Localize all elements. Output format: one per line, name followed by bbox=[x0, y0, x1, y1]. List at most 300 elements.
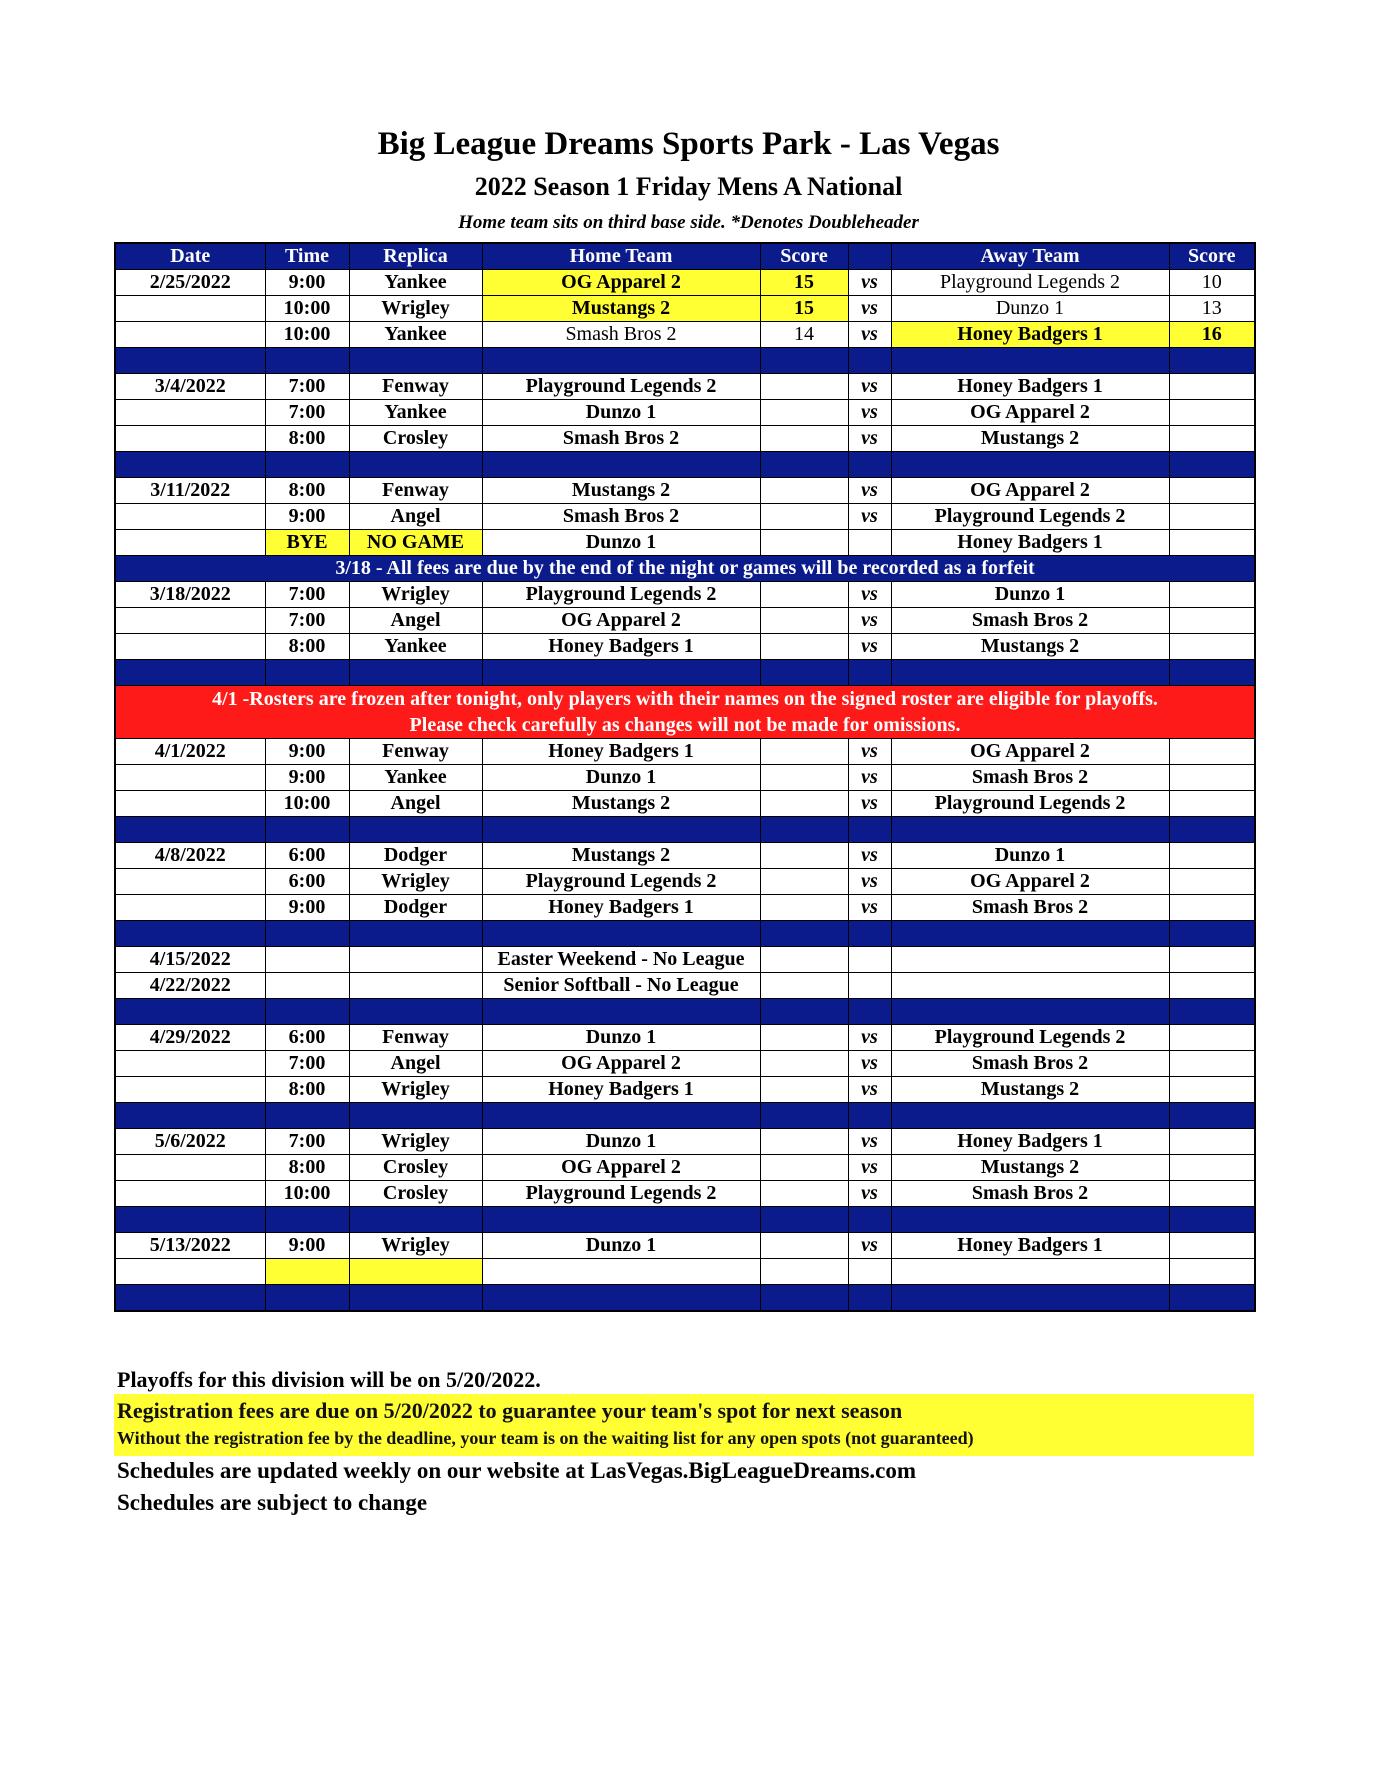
away-score-cell bbox=[1169, 1259, 1255, 1285]
away-score-cell bbox=[1169, 504, 1255, 530]
time-cell: 9:00 bbox=[265, 270, 349, 296]
away-team-cell: Smash Bros 2 bbox=[891, 608, 1169, 634]
separator-row bbox=[115, 660, 1255, 686]
away-team-cell: Smash Bros 2 bbox=[891, 1051, 1169, 1077]
home-team-cell: Mustangs 2 bbox=[482, 478, 760, 504]
away-team-cell: Playground Legends 2 bbox=[891, 270, 1169, 296]
separator-cell bbox=[760, 1103, 848, 1129]
date-cell bbox=[115, 504, 265, 530]
time-cell: 6:00 bbox=[265, 869, 349, 895]
fee-notice-row bbox=[115, 556, 1255, 582]
separator-cell bbox=[349, 1103, 482, 1129]
separator-cell bbox=[265, 660, 349, 686]
separator-cell bbox=[349, 452, 482, 478]
date-cell bbox=[115, 765, 265, 791]
separator-cell bbox=[760, 660, 848, 686]
away-team-cell: Playground Legends 2 bbox=[891, 504, 1169, 530]
time-cell: 10:00 bbox=[265, 791, 349, 817]
separator-cell bbox=[891, 921, 1169, 947]
schedule-body bbox=[115, 270, 1255, 1312]
field-cell: Yankee bbox=[349, 270, 482, 296]
away-team-cell: Dunzo 1 bbox=[891, 843, 1169, 869]
separator-cell bbox=[115, 921, 265, 947]
playoffs-note: Playoffs for this division will be on 5/20/2022. bbox=[117, 1367, 541, 1392]
table-row bbox=[115, 1233, 1255, 1259]
time-cell: 9:00 bbox=[265, 895, 349, 921]
home-team-cell: Dunzo 1 bbox=[482, 400, 760, 426]
away-team-cell: OG Apparel 2 bbox=[891, 869, 1169, 895]
table-row bbox=[115, 843, 1255, 869]
roster-warning-line: Please check carefully as changes will not be made for omissions. bbox=[409, 714, 961, 736]
roster-warning-row bbox=[115, 686, 1255, 739]
field-cell: Wrigley bbox=[349, 1077, 482, 1103]
time-cell bbox=[265, 973, 349, 999]
vs-cell bbox=[848, 1259, 891, 1285]
separator-row bbox=[115, 1103, 1255, 1129]
home-team-cell: Dunzo 1 bbox=[482, 765, 760, 791]
separator-cell bbox=[482, 348, 760, 374]
vs-cell: vs bbox=[848, 504, 891, 530]
separator-cell bbox=[482, 921, 760, 947]
table-row bbox=[115, 530, 1255, 556]
table-row bbox=[115, 504, 1255, 530]
separator-cell bbox=[760, 348, 848, 374]
date-cell bbox=[115, 1051, 265, 1077]
separator-cell bbox=[115, 1207, 265, 1233]
away-team-cell: Dunzo 1 bbox=[891, 296, 1169, 322]
away-team-cell bbox=[891, 947, 1169, 973]
home-team-cell: Playground Legends 2 bbox=[482, 869, 760, 895]
separator-cell bbox=[349, 1285, 482, 1312]
home-team-cell: Dunzo 1 bbox=[482, 530, 760, 556]
home-score-cell bbox=[760, 895, 848, 921]
time-cell bbox=[265, 947, 349, 973]
time-cell: 7:00 bbox=[265, 1051, 349, 1077]
vs-cell: vs bbox=[848, 608, 891, 634]
separator-cell bbox=[265, 452, 349, 478]
separator-cell bbox=[115, 452, 265, 478]
separator-cell bbox=[482, 452, 760, 478]
away-score-cell: 16 bbox=[1169, 322, 1255, 348]
date-cell: 2/25/2022 bbox=[115, 270, 265, 296]
away-team-cell: Mustangs 2 bbox=[891, 634, 1169, 660]
table-row bbox=[115, 426, 1255, 452]
time-cell: 8:00 bbox=[265, 1077, 349, 1103]
vs-cell: vs bbox=[848, 634, 891, 660]
table-row bbox=[115, 739, 1255, 765]
column-header: Score bbox=[760, 243, 848, 270]
home-team-cell: Mustangs 2 bbox=[482, 843, 760, 869]
separator-cell bbox=[848, 348, 891, 374]
home-team-cell: Dunzo 1 bbox=[482, 1129, 760, 1155]
separator-cell bbox=[1169, 348, 1255, 374]
registration-waitlist-note: Without the registration fee by the deadline, your team is on the waiting list for any open spots (not guaranteed) bbox=[117, 1428, 974, 1448]
time-cell: 9:00 bbox=[265, 739, 349, 765]
away-score-cell bbox=[1169, 530, 1255, 556]
vs-cell: vs bbox=[848, 895, 891, 921]
table-row bbox=[115, 895, 1255, 921]
separator-cell bbox=[482, 1207, 760, 1233]
field-cell: Angel bbox=[349, 504, 482, 530]
home-team-cell: OG Apparel 2 bbox=[482, 270, 760, 296]
separator-cell bbox=[265, 921, 349, 947]
separator-cell bbox=[891, 817, 1169, 843]
away-score-cell bbox=[1169, 1181, 1255, 1207]
home-score-cell bbox=[760, 869, 848, 895]
away-team-cell: Dunzo 1 bbox=[891, 582, 1169, 608]
date-cell bbox=[115, 1155, 265, 1181]
away-score-cell bbox=[1169, 1051, 1255, 1077]
away-team-cell bbox=[891, 1259, 1169, 1285]
roster-warning bbox=[115, 686, 1255, 739]
registration-notice: Registration fees are due on 5/20/2022 to guarantee your team's spot for next season bbox=[117, 1398, 903, 1423]
date-cell: 4/8/2022 bbox=[115, 843, 265, 869]
away-team-cell: OG Apparel 2 bbox=[891, 400, 1169, 426]
date-cell: 4/22/2022 bbox=[115, 973, 265, 999]
separator-cell bbox=[115, 999, 265, 1025]
separator-cell bbox=[349, 660, 482, 686]
home-score-cell bbox=[760, 1155, 848, 1181]
date-cell: 3/4/2022 bbox=[115, 374, 265, 400]
home-score-cell bbox=[760, 582, 848, 608]
schedule-table bbox=[114, 242, 1256, 1312]
column-header bbox=[848, 243, 891, 270]
home-score-cell bbox=[760, 374, 848, 400]
time-cell: BYE bbox=[265, 530, 349, 556]
separator-cell bbox=[115, 1103, 265, 1129]
table-row bbox=[115, 869, 1255, 895]
table-row bbox=[115, 791, 1255, 817]
date-cell: 3/11/2022 bbox=[115, 478, 265, 504]
separator-cell bbox=[891, 348, 1169, 374]
away-score-cell bbox=[1169, 1077, 1255, 1103]
home-team-cell: Playground Legends 2 bbox=[482, 374, 760, 400]
vs-cell: vs bbox=[848, 374, 891, 400]
home-score-cell bbox=[760, 1233, 848, 1259]
home-score-cell: 15 bbox=[760, 270, 848, 296]
home-team-cell: Dunzo 1 bbox=[482, 1025, 760, 1051]
field-cell: NO GAME bbox=[349, 530, 482, 556]
home-team-cell: OG Apparel 2 bbox=[482, 1051, 760, 1077]
separator-row bbox=[115, 921, 1255, 947]
date-cell bbox=[115, 1181, 265, 1207]
time-cell: 8:00 bbox=[265, 634, 349, 660]
date-cell bbox=[115, 791, 265, 817]
separator-cell bbox=[891, 660, 1169, 686]
separator-cell bbox=[848, 999, 891, 1025]
separator-cell bbox=[265, 348, 349, 374]
separator-cell bbox=[115, 1285, 265, 1312]
field-cell: Yankee bbox=[349, 400, 482, 426]
away-score-cell bbox=[1169, 634, 1255, 660]
separator-row bbox=[115, 452, 1255, 478]
schedule-change-note: Schedules are subject to change bbox=[117, 1490, 428, 1515]
home-score-cell bbox=[760, 843, 848, 869]
home-score-cell bbox=[760, 1025, 848, 1051]
separator-cell bbox=[891, 1207, 1169, 1233]
away-team-cell: OG Apparel 2 bbox=[891, 739, 1169, 765]
vs-cell: vs bbox=[848, 869, 891, 895]
separator-cell bbox=[115, 348, 265, 374]
away-score-cell bbox=[1169, 478, 1255, 504]
home-score-cell bbox=[760, 634, 848, 660]
date-cell bbox=[115, 322, 265, 348]
table-row bbox=[115, 1051, 1255, 1077]
date-cell: 5/13/2022 bbox=[115, 1233, 265, 1259]
away-team-cell: Honey Badgers 1 bbox=[891, 1233, 1169, 1259]
vs-cell: vs bbox=[848, 1025, 891, 1051]
home-score-cell bbox=[760, 400, 848, 426]
home-team-cell: OG Apparel 2 bbox=[482, 608, 760, 634]
time-cell: 8:00 bbox=[265, 478, 349, 504]
home-team-cell: Mustangs 2 bbox=[482, 791, 760, 817]
vs-cell: vs bbox=[848, 426, 891, 452]
home-team-cell: Easter Weekend - No League bbox=[482, 947, 760, 973]
table-row bbox=[115, 478, 1255, 504]
table-row bbox=[115, 400, 1255, 426]
home-team-cell: Mustangs 2 bbox=[482, 296, 760, 322]
home-score-cell bbox=[760, 1259, 848, 1285]
home-score-cell bbox=[760, 973, 848, 999]
separator-cell bbox=[848, 660, 891, 686]
separator-cell bbox=[482, 1285, 760, 1312]
roster-warning-line: 4/1 -Rosters are frozen after tonight, only players with their names on the signed roster are eligible for playoffs. bbox=[212, 688, 1158, 710]
home-score-cell bbox=[760, 1051, 848, 1077]
away-score-cell: 10 bbox=[1169, 270, 1255, 296]
field-cell: Fenway bbox=[349, 374, 482, 400]
vs-cell: vs bbox=[848, 582, 891, 608]
vs-cell: vs bbox=[848, 1233, 891, 1259]
away-team-cell: OG Apparel 2 bbox=[891, 478, 1169, 504]
away-team-cell: Playground Legends 2 bbox=[891, 1025, 1169, 1051]
away-team-cell: Mustangs 2 bbox=[891, 1077, 1169, 1103]
separator-cell bbox=[482, 1103, 760, 1129]
away-score-cell bbox=[1169, 1025, 1255, 1051]
vs-cell: vs bbox=[848, 478, 891, 504]
field-cell: Angel bbox=[349, 1051, 482, 1077]
vs-cell bbox=[848, 530, 891, 556]
home-team-cell: Smash Bros 2 bbox=[482, 504, 760, 530]
table-row bbox=[115, 634, 1255, 660]
column-header: Score bbox=[1169, 243, 1255, 270]
separator-cell bbox=[760, 999, 848, 1025]
separator-cell bbox=[848, 921, 891, 947]
time-cell: 9:00 bbox=[265, 1233, 349, 1259]
separator-cell bbox=[760, 817, 848, 843]
table-row bbox=[115, 1181, 1255, 1207]
time-cell: 7:00 bbox=[265, 608, 349, 634]
vs-cell: vs bbox=[848, 791, 891, 817]
separator-cell bbox=[891, 999, 1169, 1025]
date-cell bbox=[115, 608, 265, 634]
separator-row bbox=[115, 817, 1255, 843]
separator-cell bbox=[891, 1103, 1169, 1129]
separator-cell bbox=[760, 921, 848, 947]
away-team-cell: Honey Badgers 1 bbox=[891, 322, 1169, 348]
field-cell: Angel bbox=[349, 608, 482, 634]
field-cell: Yankee bbox=[349, 322, 482, 348]
separator-cell bbox=[265, 999, 349, 1025]
time-cell: 9:00 bbox=[265, 765, 349, 791]
time-cell: 10:00 bbox=[265, 296, 349, 322]
field-cell: Wrigley bbox=[349, 1233, 482, 1259]
separator-cell bbox=[848, 452, 891, 478]
away-team-cell: Smash Bros 2 bbox=[891, 895, 1169, 921]
separator-cell bbox=[848, 1207, 891, 1233]
field-cell: Yankee bbox=[349, 765, 482, 791]
away-score-cell bbox=[1169, 973, 1255, 999]
vs-cell: vs bbox=[848, 270, 891, 296]
away-team-cell: Mustangs 2 bbox=[891, 426, 1169, 452]
away-score-cell bbox=[1169, 739, 1255, 765]
time-cell: 10:00 bbox=[265, 322, 349, 348]
home-team-note: Home team sits on third base side. *Denotes Doubleheader bbox=[458, 212, 919, 233]
time-cell: 6:00 bbox=[265, 843, 349, 869]
away-score-cell bbox=[1169, 1155, 1255, 1181]
home-team-cell: Smash Bros 2 bbox=[482, 322, 760, 348]
home-score-cell bbox=[760, 739, 848, 765]
home-team-cell: Playground Legends 2 bbox=[482, 582, 760, 608]
separator-cell bbox=[265, 1285, 349, 1312]
table-row bbox=[115, 1025, 1255, 1051]
fee-notice-text: 3/18 - All fees are due by the end of the night or games will be recorded as a forfeit bbox=[115, 556, 1255, 582]
away-score-cell bbox=[1169, 400, 1255, 426]
vs-cell: vs bbox=[848, 322, 891, 348]
field-cell bbox=[349, 973, 482, 999]
date-cell: 5/6/2022 bbox=[115, 1129, 265, 1155]
time-cell: 8:00 bbox=[265, 1155, 349, 1181]
away-team-cell: Honey Badgers 1 bbox=[891, 374, 1169, 400]
table-row bbox=[115, 608, 1255, 634]
column-header: Home Team bbox=[482, 243, 760, 270]
away-score-cell bbox=[1169, 843, 1255, 869]
separator-cell bbox=[760, 1207, 848, 1233]
separator-cell bbox=[891, 452, 1169, 478]
field-cell: Dodger bbox=[349, 843, 482, 869]
date-cell bbox=[115, 1259, 265, 1285]
home-team-cell: Senior Softball - No League bbox=[482, 973, 760, 999]
vs-cell bbox=[848, 947, 891, 973]
away-team-cell bbox=[891, 973, 1169, 999]
home-score-cell bbox=[760, 426, 848, 452]
field-cell: Wrigley bbox=[349, 582, 482, 608]
separator-cell bbox=[265, 817, 349, 843]
home-score-cell bbox=[760, 608, 848, 634]
table-row bbox=[115, 765, 1255, 791]
separator-cell bbox=[891, 1285, 1169, 1312]
table-row bbox=[115, 1129, 1255, 1155]
vs-cell: vs bbox=[848, 765, 891, 791]
separator-cell bbox=[760, 452, 848, 478]
date-cell bbox=[115, 895, 265, 921]
separator-cell bbox=[1169, 1103, 1255, 1129]
away-score-cell bbox=[1169, 947, 1255, 973]
date-cell bbox=[115, 426, 265, 452]
home-team-cell: Playground Legends 2 bbox=[482, 1181, 760, 1207]
field-cell: Wrigley bbox=[349, 296, 482, 322]
home-score-cell bbox=[760, 765, 848, 791]
separator-cell bbox=[349, 348, 482, 374]
field-cell: Crosley bbox=[349, 1155, 482, 1181]
separator-cell bbox=[482, 660, 760, 686]
page-title: Big League Dreams Sports Park - Las Vegas bbox=[377, 126, 1000, 162]
table-row bbox=[115, 296, 1255, 322]
separator-cell bbox=[115, 817, 265, 843]
separator-cell bbox=[349, 1207, 482, 1233]
away-team-cell: Honey Badgers 1 bbox=[891, 1129, 1169, 1155]
away-score-cell bbox=[1169, 895, 1255, 921]
field-cell: Fenway bbox=[349, 739, 482, 765]
separator-cell bbox=[1169, 452, 1255, 478]
date-cell: 4/1/2022 bbox=[115, 739, 265, 765]
date-cell bbox=[115, 1077, 265, 1103]
table-row bbox=[115, 374, 1255, 400]
table-row bbox=[115, 582, 1255, 608]
table-row bbox=[115, 947, 1255, 973]
vs-cell: vs bbox=[848, 739, 891, 765]
field-cell bbox=[349, 1259, 482, 1285]
separator-cell bbox=[349, 999, 482, 1025]
separator-cell bbox=[1169, 1207, 1255, 1233]
separator-cell bbox=[1169, 817, 1255, 843]
home-score-cell bbox=[760, 504, 848, 530]
time-cell: 6:00 bbox=[265, 1025, 349, 1051]
vs-cell: vs bbox=[848, 1077, 891, 1103]
separator-cell bbox=[848, 1285, 891, 1312]
time-cell: 9:00 bbox=[265, 504, 349, 530]
home-score-cell bbox=[760, 947, 848, 973]
home-score-cell bbox=[760, 791, 848, 817]
separator-cell bbox=[1169, 921, 1255, 947]
field-cell bbox=[349, 947, 482, 973]
vs-cell: vs bbox=[848, 843, 891, 869]
separator-cell bbox=[1169, 660, 1255, 686]
website-update-note: Schedules are updated weekly on our website at LasVegas.BigLeagueDreams.com bbox=[117, 1458, 917, 1483]
column-header: Time bbox=[265, 243, 349, 270]
separator-row bbox=[115, 348, 1255, 374]
date-cell bbox=[115, 400, 265, 426]
home-score-cell bbox=[760, 1129, 848, 1155]
date-cell bbox=[115, 634, 265, 660]
field-cell: Yankee bbox=[349, 634, 482, 660]
separator-cell bbox=[1169, 1285, 1255, 1312]
date-cell: 4/15/2022 bbox=[115, 947, 265, 973]
separator-cell bbox=[482, 817, 760, 843]
home-score-cell bbox=[760, 478, 848, 504]
separator-row bbox=[115, 999, 1255, 1025]
separator-cell bbox=[349, 817, 482, 843]
away-team-cell: Honey Badgers 1 bbox=[891, 530, 1169, 556]
table-row bbox=[115, 1077, 1255, 1103]
vs-cell: vs bbox=[848, 400, 891, 426]
home-score-cell bbox=[760, 530, 848, 556]
away-team-cell: Playground Legends 2 bbox=[891, 791, 1169, 817]
home-score-cell: 14 bbox=[760, 322, 848, 348]
table-row bbox=[115, 1155, 1255, 1181]
time-cell: 7:00 bbox=[265, 374, 349, 400]
home-team-cell bbox=[482, 1259, 760, 1285]
field-cell: Fenway bbox=[349, 1025, 482, 1051]
date-cell: 4/29/2022 bbox=[115, 1025, 265, 1051]
field-cell: Angel bbox=[349, 791, 482, 817]
column-header: Replica bbox=[349, 243, 482, 270]
away-score-cell bbox=[1169, 582, 1255, 608]
away-team-cell: Smash Bros 2 bbox=[891, 1181, 1169, 1207]
time-cell: 7:00 bbox=[265, 582, 349, 608]
vs-cell: vs bbox=[848, 296, 891, 322]
separator-cell bbox=[1169, 999, 1255, 1025]
field-cell: Wrigley bbox=[349, 1129, 482, 1155]
